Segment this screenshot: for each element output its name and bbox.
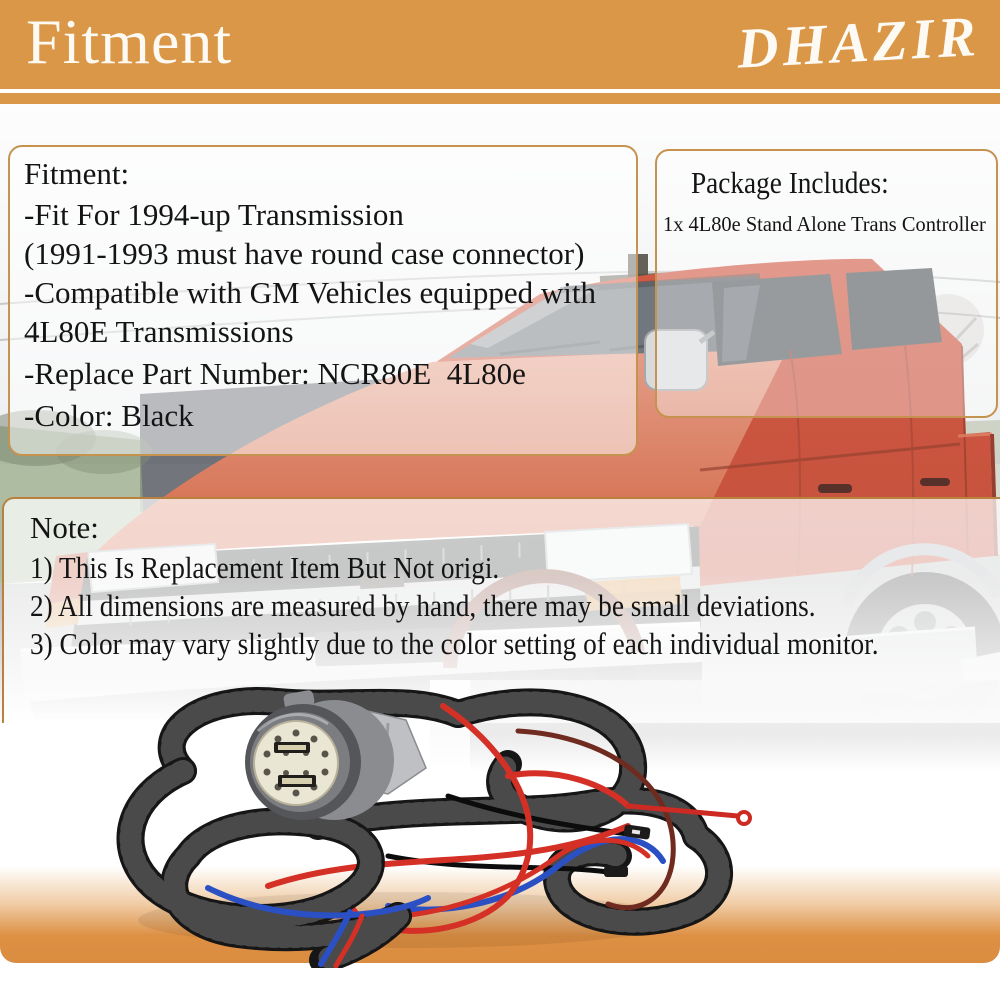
- blade-bar-2: [282, 778, 312, 784]
- black-terminal-2: [604, 866, 628, 877]
- wiring-harness: [88, 676, 793, 968]
- blade-bar: [278, 745, 306, 750]
- note-line: 3) Color may vary slightly due to the color setting of each individual monitor.: [30, 626, 879, 661]
- product-photo-wiring-harness: [88, 676, 793, 968]
- brand-logo: DHAZIR: [736, 5, 982, 81]
- fitment-line: -Color: Black: [24, 398, 194, 433]
- ring-terminal: [738, 812, 750, 824]
- header-divider: [0, 89, 1000, 93]
- fitment-line: 4L80E Transmissions: [24, 314, 294, 349]
- fitment-line: (1991-1993 must have round case connector): [24, 236, 585, 271]
- header-banner: [0, 0, 1000, 104]
- note-title: Note:: [30, 510, 99, 545]
- page-title: Fitment: [26, 6, 233, 77]
- package-item: 1x 4L80e Stand Alone Trans Controller: [663, 212, 986, 236]
- fitment-line: -Fit For 1994-up Transmission: [24, 197, 404, 232]
- fitment-info-box: [8, 145, 638, 456]
- fitment-line: -Replace Part Number: NCR80E 4L80e: [24, 356, 526, 391]
- fitment-title: Fitment:: [24, 156, 130, 191]
- note-line: 2) All dimensions are measured by hand, there may be small deviations.: [30, 588, 816, 623]
- fitment-line: -Compatible with GM Vehicles equipped with: [24, 275, 596, 310]
- package-includes-box: [655, 149, 998, 418]
- note-line: 1) This Is Replacement Item But Not origi.: [30, 550, 500, 585]
- package-title: Package Includes:: [691, 165, 889, 200]
